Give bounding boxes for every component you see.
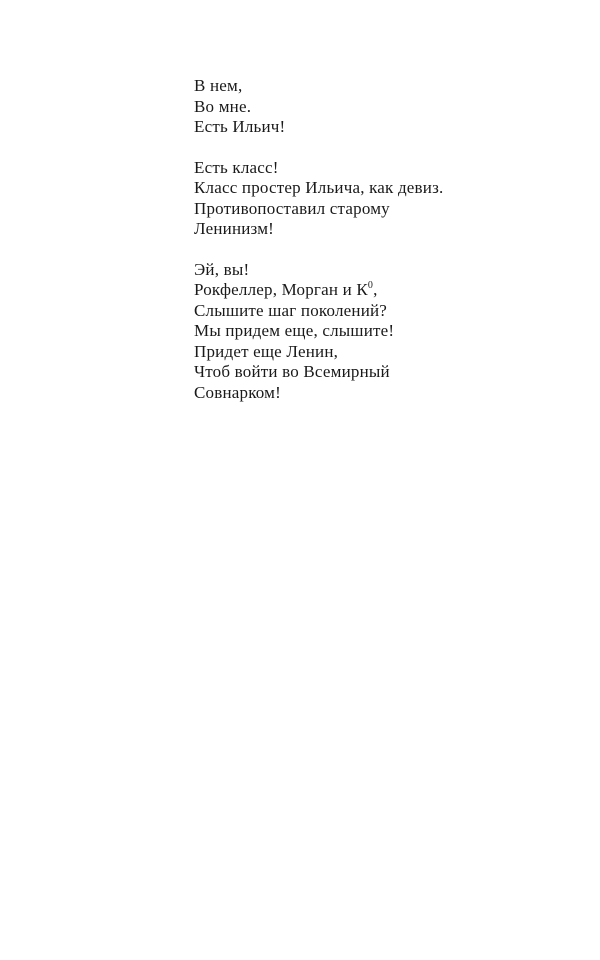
- poem-line: Чтоб войти во Всемирный: [194, 362, 390, 381]
- stanza-2: [194, 158, 443, 240]
- superscript-zero: 0: [367, 280, 374, 291]
- poem-line: Слышите шаг поколений?: [194, 300, 388, 320]
- poem-line-text: Рокфеллер, Морган и К: [194, 280, 368, 299]
- poem-line: Есть Ильич!: [194, 117, 286, 136]
- poem-text: [194, 76, 443, 423]
- poem-line: Эй, вы!: [194, 259, 250, 279]
- stanza-1: [194, 76, 443, 138]
- poem-line-with-superscript: [194, 280, 443, 301]
- poem-line: Есть класс!: [194, 157, 279, 177]
- poem-line: Мы придем еще, слышите!: [194, 321, 395, 340]
- poem-line: Придет еще Ленин,: [194, 341, 339, 361]
- poem-line: Ленинизм!: [194, 219, 275, 238]
- poem-line: Совнарком!: [194, 382, 281, 402]
- trailing-comma: ,: [373, 280, 378, 299]
- poem-line: В нем,: [194, 76, 243, 95]
- poem-line: Противопоставил старому: [194, 198, 390, 218]
- poem-line: Во мне.: [194, 96, 252, 116]
- stanza-3: [194, 260, 443, 404]
- poem-line: Класс простер Ильича, как девиз.: [194, 178, 444, 197]
